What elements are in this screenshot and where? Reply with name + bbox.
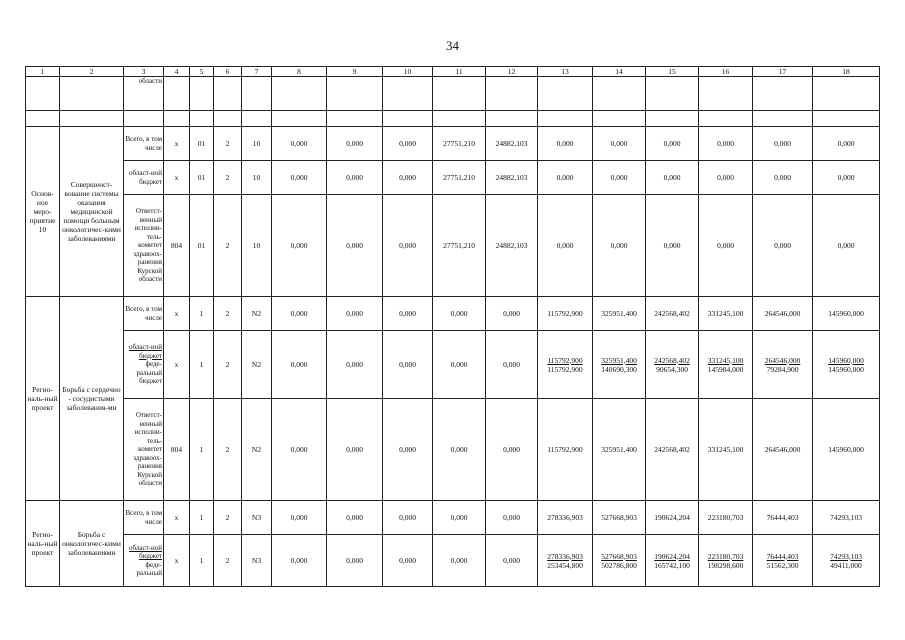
cell: х [164,127,190,161]
cell: 0,000 [383,161,433,195]
column-number: 5 [190,67,214,77]
cell: 264546,000 79284,900 [753,331,813,399]
cell: х [164,501,190,535]
cell: 0,000 [383,297,433,331]
cell: 2 [214,331,242,399]
cell [60,77,124,111]
column-number: 6 [214,67,242,77]
cell: 804 [164,195,190,297]
cell: 145960,000 145960,000 [813,331,880,399]
funding-source-federal: феде-ральный бюджет [136,360,162,386]
table-row [26,195,880,297]
funding-source: Всего, в том числе [124,127,164,161]
cell: 115792,900 115792,900 [538,331,593,399]
cell: N2 [242,331,272,399]
cell: 74293,103 [813,501,880,535]
cell: 804 [164,399,190,501]
cell: 2 [214,195,242,297]
cell: 1 [190,331,214,399]
cell: 0,000 [433,501,486,535]
cell: 0,000 [538,127,593,161]
cell: 0,000 [272,127,327,161]
column-number: 3 [124,67,164,77]
column-number: 4 [164,67,190,77]
table-row [26,297,880,331]
cell: х [164,297,190,331]
cell: 115792,900 [538,399,593,501]
cell: 0,000 [272,161,327,195]
column-number: 18 [813,67,880,77]
program-element-title: Борьба с сердечно - сосудистыми заболевания-ми [60,297,124,501]
cell: 0,000 [813,127,880,161]
cell: 0,000 [646,127,699,161]
cell: 2 [214,399,242,501]
cell: 223180,703 [699,501,753,535]
cell: 2 [214,161,242,195]
cell: 0,000 [593,127,646,161]
funding-source-regional: област-ной бюджет [129,343,162,360]
table-row [26,161,880,195]
cell: 76444,403 51562,300 [753,535,813,587]
cell: 0,000 [272,331,327,399]
cell: 0,000 [383,195,433,297]
cell [26,77,60,111]
funding-source-federal: феде-ральный [136,560,162,577]
column-number: 8 [272,67,327,77]
table-row [26,535,880,587]
cell: 0,000 [699,127,753,161]
table-row [26,331,880,399]
cell: N2 [242,399,272,501]
cell: 0,000 [753,161,813,195]
cell: 01 [190,161,214,195]
funding-source [124,331,164,399]
cell: 145960,000 [813,297,880,331]
cell: 0,000 [383,501,433,535]
cell: 331245,100 [699,399,753,501]
cell: 0,000 [383,127,433,161]
cell: 0,000 [433,399,486,501]
cell: 264546,000 [753,297,813,331]
cell: 278336,903 [538,501,593,535]
cell: 2 [214,535,242,587]
cell: 325951,400 [593,399,646,501]
spacer-row [26,111,880,127]
cell: 331245,100 145984,000 [699,331,753,399]
cell: 0,000 [383,535,433,587]
cell: 2 [214,127,242,161]
cell: 0,000 [646,161,699,195]
cell: 0,000 [646,195,699,297]
cell: 10 [242,195,272,297]
table-row [26,399,880,501]
funding-source: области [124,77,164,111]
cell: х [164,161,190,195]
funding-source: Ответст-венный исполни-тель-комитет здравоох-ранения Курской области [124,195,164,297]
cell: х [164,331,190,399]
cell: 24882,103 [486,195,538,297]
program-element-name: Регио-наль-ный проект [26,501,60,587]
cell: 0,000 [327,127,383,161]
column-number: 14 [593,67,646,77]
cell: 242568,402 90654,300 [646,331,699,399]
program-element-title: Совершенст-вование системы оказания медицинской помощи больным онкологичес-кими заболеваниями [60,127,124,297]
cell: 0,000 [753,127,813,161]
cell: 01 [190,127,214,161]
cell: 0,000 [486,399,538,501]
funding-source: Ответст-венный исполни-тель-комитет здравоох-ранения Курской области [124,399,164,501]
cell: 0,000 [272,297,327,331]
cell: N3 [242,501,272,535]
column-number: 13 [538,67,593,77]
cell: 0,000 [486,297,538,331]
cell: 0,000 [383,399,433,501]
column-number: 15 [646,67,699,77]
cell: 1 [190,399,214,501]
cell: 01 [190,195,214,297]
column-number: 17 [753,67,813,77]
cell: х [164,535,190,587]
column-number: 16 [699,67,753,77]
cell: 76444,403 [753,501,813,535]
column-number: 10 [383,67,433,77]
column-number: 2 [60,67,124,77]
cell: 0,000 [272,195,327,297]
cell: 0,000 [327,535,383,587]
cell: 0,000 [327,331,383,399]
cell: 0,000 [272,501,327,535]
cell: 1 [190,535,214,587]
cell: 0,000 [753,195,813,297]
cell: 0,000 [813,195,880,297]
cell: 325951,400 140690,300 [593,331,646,399]
cell: 0,000 [327,195,383,297]
program-element-title: Борьба с онкологичес-кими заболеваниями [60,501,124,587]
cell: 0,000 [486,535,538,587]
cell: 2 [214,501,242,535]
column-number: 11 [433,67,486,77]
cell: 2 [214,297,242,331]
column-number: 7 [242,67,272,77]
cell: 27751,210 [433,161,486,195]
page-number: 34 [446,38,459,53]
cell: 10 [242,127,272,161]
cell: 24882,103 [486,127,538,161]
cell: 242568,402 [646,297,699,331]
cell: 0,000 [538,161,593,195]
budget-table [25,66,880,587]
continuation-row [26,77,880,111]
program-element-name: Регио-наль-ный проект [26,297,60,501]
table-row [26,501,880,535]
funding-source: област-ной бюджет [124,161,164,195]
cell: 264546,000 [753,399,813,501]
cell: 0,000 [813,161,880,195]
cell: 190624,204 [646,501,699,535]
cell: 0,000 [593,161,646,195]
cell: 0,000 [538,195,593,297]
cell: 278336,903 253454,800 [538,535,593,587]
cell: 527668,903 [593,501,646,535]
cell: 0,000 [327,501,383,535]
cell: 0,000 [272,399,327,501]
cell: 1 [190,501,214,535]
cell: 0,000 [327,297,383,331]
cell: 0,000 [433,535,486,587]
cell: 223180,703 198298,600 [699,535,753,587]
cell: 527668,903 502786,800 [593,535,646,587]
cell: 0,000 [383,331,433,399]
cell: 0,000 [272,535,327,587]
funding-source: Всего, в том числе [124,501,164,535]
cell: 27751,210 [433,127,486,161]
cell: 24882,103 [486,161,538,195]
cell: 10 [242,161,272,195]
cell: 0,000 [327,161,383,195]
cell: 1 [190,297,214,331]
cell: 0,000 [593,195,646,297]
cell: 0,000 [433,331,486,399]
column-number: 1 [26,67,60,77]
cell: N3 [242,535,272,587]
cell: 27751,210 [433,195,486,297]
cell: 74293,103 49411,000 [813,535,880,587]
cell: 0,000 [433,297,486,331]
cell: 325951,400 [593,297,646,331]
funding-source [124,535,164,587]
cell: 0,000 [486,331,538,399]
cell: 0,000 [486,501,538,535]
table-row [26,127,880,161]
cell: 242568,402 [646,399,699,501]
cell: 0,000 [699,195,753,297]
column-number: 12 [486,67,538,77]
cell: 331245,100 [699,297,753,331]
cell: 115792,900 [538,297,593,331]
cell: 0,000 [699,161,753,195]
column-number: 9 [327,67,383,77]
cell: 0,000 [327,399,383,501]
cell: N2 [242,297,272,331]
funding-source-regional: област-ной бюджет [129,543,162,560]
column-number-row [26,67,880,77]
funding-source: Всего, в том числе [124,297,164,331]
cell: 190624,204 165742,100 [646,535,699,587]
cell: 145960,000 [813,399,880,501]
program-element-name: Основ-ное меро-приятие 10 [26,127,60,297]
